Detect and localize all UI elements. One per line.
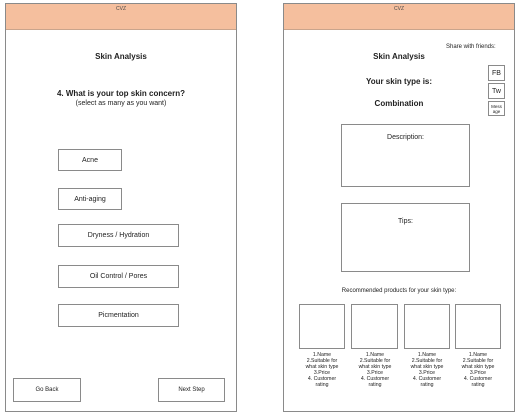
app-header-label: CVZ bbox=[116, 6, 126, 12]
product-info-line: 4. Customer bbox=[307, 376, 337, 382]
app-header-label: CVZ bbox=[394, 6, 404, 12]
product-info-line: 3.Price bbox=[366, 370, 384, 376]
product-info-line: 1.Name bbox=[417, 352, 437, 358]
option-oil-control-pores[interactable]: Oil Control / Pores bbox=[58, 265, 179, 288]
option-anti-aging[interactable]: Anti-aging bbox=[58, 188, 122, 210]
product-info-line: 2.Suitable for bbox=[359, 358, 391, 364]
skin-type-value: Combination bbox=[374, 99, 424, 108]
description-box bbox=[341, 124, 470, 187]
product-image[interactable] bbox=[455, 304, 501, 349]
product-info-line: 2.Suitable for bbox=[462, 358, 494, 364]
product-info-line: rating bbox=[420, 382, 434, 388]
results-screen bbox=[283, 3, 515, 412]
app-header bbox=[284, 4, 514, 30]
share-message-button[interactable]: Mess age bbox=[488, 101, 505, 116]
tips-label: Tips: bbox=[398, 218, 413, 225]
share-facebook-button[interactable]: FB bbox=[488, 65, 505, 81]
share-label: Share with friends: bbox=[446, 44, 496, 50]
description-label: Description: bbox=[387, 134, 424, 141]
product-info-line: 1.Name bbox=[312, 352, 332, 358]
product-info-line: 3.Price bbox=[313, 370, 331, 376]
product-info-line: 4. Customer bbox=[360, 376, 390, 382]
recommended-heading: Recommended products for your skin type: bbox=[341, 288, 457, 294]
question-screen bbox=[5, 3, 237, 412]
product-info-line: what skin type bbox=[461, 364, 495, 370]
product-info bbox=[295, 352, 349, 388]
product-info-line: 1.Name bbox=[365, 352, 385, 358]
option-acne[interactable]: Acne bbox=[58, 149, 122, 171]
product-info bbox=[400, 352, 454, 388]
product-info-line: 1.Name bbox=[468, 352, 488, 358]
product-info-line: 4. Customer bbox=[412, 376, 442, 382]
product-info-line: 2.Suitable for bbox=[306, 358, 338, 364]
product-info-line: 3.Price bbox=[469, 370, 487, 376]
page-title: Skin Analysis bbox=[95, 52, 147, 61]
product-info-line: what skin type bbox=[305, 364, 339, 370]
product-info-line: rating bbox=[471, 382, 485, 388]
product-info-line: what skin type bbox=[358, 364, 392, 370]
option-dryness-hydration[interactable]: Dryness / Hydration bbox=[58, 224, 179, 247]
product-info-line: rating bbox=[315, 382, 329, 388]
product-info-line: rating bbox=[368, 382, 382, 388]
product-info bbox=[348, 352, 402, 388]
product-image[interactable] bbox=[299, 304, 345, 349]
option-pigmentation[interactable]: Picmentation bbox=[58, 304, 179, 327]
go-back-button[interactable]: Go Back bbox=[13, 378, 81, 402]
product-info-line: 4. Customer bbox=[463, 376, 493, 382]
app-header bbox=[6, 4, 236, 30]
product-image[interactable] bbox=[404, 304, 450, 349]
tips-box bbox=[341, 203, 470, 272]
question-hint: (select as many as you want) bbox=[75, 100, 167, 107]
product-info-line: 3.Price bbox=[418, 370, 436, 376]
product-image[interactable] bbox=[351, 304, 398, 349]
next-step-button[interactable]: Next Step bbox=[158, 378, 225, 402]
share-twitter-button[interactable]: Tw bbox=[488, 83, 505, 99]
question-text: 4. What is your top skin concern? bbox=[56, 89, 186, 98]
page-title: Skin Analysis bbox=[373, 52, 425, 61]
product-info bbox=[451, 352, 505, 388]
product-info-line: what skin type bbox=[410, 364, 444, 370]
result-label: Your skin type is: bbox=[365, 77, 433, 86]
product-info-line: 2.Suitable for bbox=[411, 358, 443, 364]
